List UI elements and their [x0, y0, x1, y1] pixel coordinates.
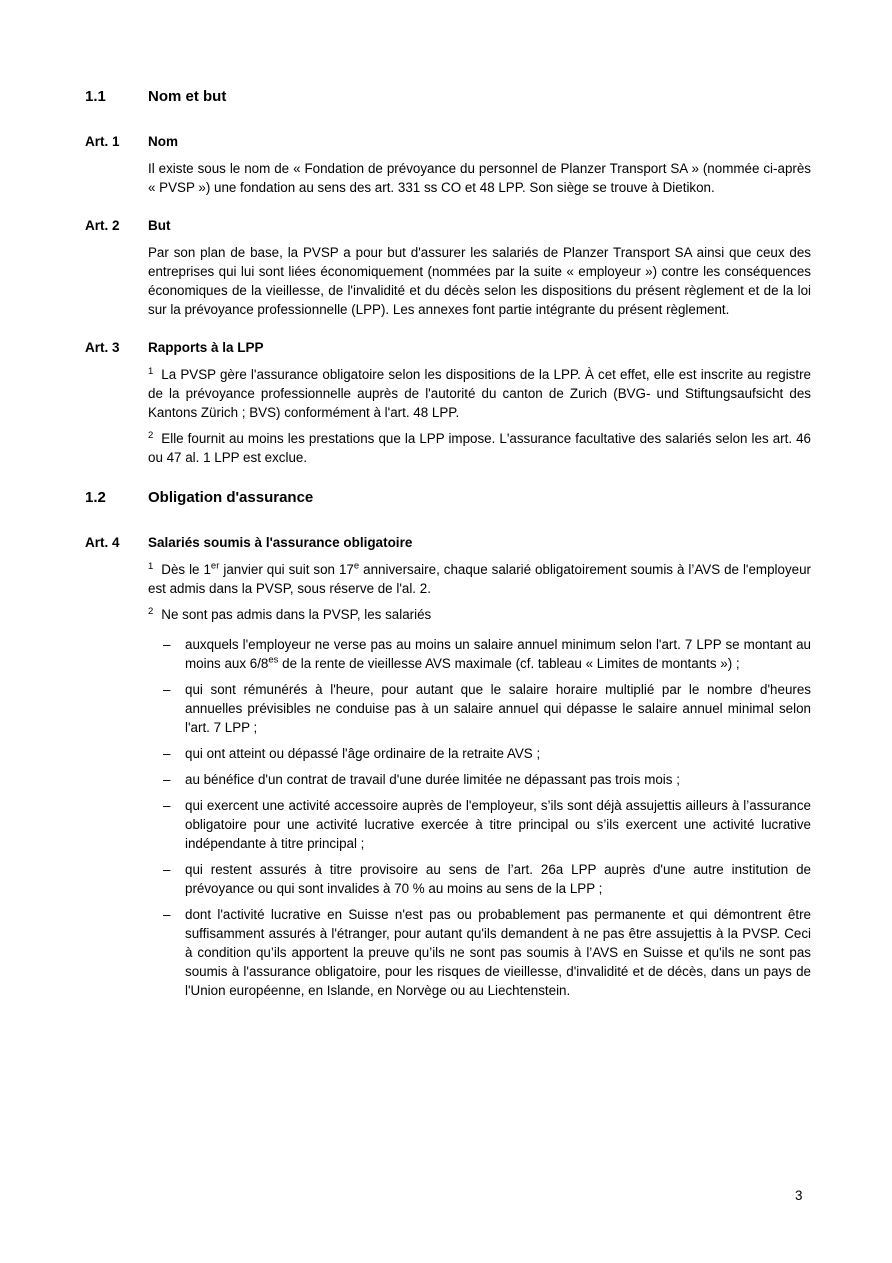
- text-run: Dès le 1: [161, 562, 211, 577]
- text-run: de la rente de vieillesse AVS maximale (cf. tableau « Limites de montants ») ;: [278, 656, 740, 671]
- article-title: Rapports à la LPP: [148, 340, 264, 355]
- bullet-text: [185, 682, 811, 735]
- list-item: [148, 905, 811, 1000]
- bullet-text: [185, 862, 811, 896]
- article-label: Art. 3: [85, 340, 120, 355]
- article-label: Art. 4: [85, 535, 120, 550]
- list-item: [148, 770, 811, 789]
- article-heading: [85, 326, 811, 355]
- bullet-text: [185, 798, 811, 851]
- bullet-text: [185, 637, 811, 671]
- page-number: 3: [795, 1188, 803, 1203]
- section-heading: [85, 88, 811, 106]
- text-run: qui exercent une activité accessoire auprès de l'employeur, s’ils sont déjà assujettis ailleurs à l’assurance obligatoire pour une activité lucrative exercée à titre principal ou s’ils exercent une activité lucrative indépendante à titre principal ;: [185, 798, 811, 851]
- document-body: [85, 88, 811, 1007]
- superscript-text: er: [210, 560, 220, 572]
- bullet-list: [85, 631, 811, 1000]
- dash-bullet-marker: –: [163, 772, 171, 787]
- text-run: Elle fournit au moins les prestations que la LPP impose. L'assurance facultative des salariés selon les art. 46 ou 47 al. 1 LPP est exclue.: [148, 431, 811, 465]
- text-run: qui sont rémunérés à l'heure, pour autant que le salaire horaire multiplié par le nombre d'heures annuelles prévisibles ne conduise pas à un salaire annuel qui dépasse le salaire annuel minimal selon l'art. 7 LPP ;: [185, 682, 811, 735]
- paragraph: [148, 159, 811, 197]
- article-title: But: [148, 218, 171, 233]
- article-heading: [85, 134, 811, 149]
- section-number: 1.2: [85, 489, 106, 506]
- list-item: [148, 680, 811, 737]
- dash-bullet-marker: –: [163, 907, 171, 922]
- text-run: anniversaire, chaque salarié obligatoirement soumis à l’AVS de l'employeur est admis dans la PVSP, sous réserve de l'al. 2.: [148, 562, 812, 596]
- section-title: Nom et but: [148, 88, 227, 105]
- article-heading: [85, 535, 811, 550]
- dash-bullet-marker: –: [163, 637, 171, 652]
- article-label: Art. 2: [85, 218, 120, 233]
- text-run: qui restent assurés à titre provisoire au sens de l’art. 26a LPP auprès d'une autre institution de prévoyance ou qui sont invalides à 70 % au moins au sens de la LPP ;: [185, 862, 811, 896]
- dash-bullet-marker: –: [163, 798, 171, 813]
- paragraph: [148, 365, 811, 422]
- paragraph-number: 1: [148, 560, 154, 572]
- article-title: Salariés soumis à l'assurance obligatoire: [148, 535, 413, 550]
- text-run: Par son plan de base, la PVSP a pour but d'assurer les salariés de Planzer Transport SA ainsi que ceux des entreprises qui lui sont liées économiquement (nommées par la suite « employeur ») contre les conséquences économiques de la vieillesse, de l'invalidité et du décès selon les dispositions du présent règlement et de la loi sur la prévoyance professionnelle (LPP). Les annexes font partie intégrante du présent règlement.: [148, 245, 811, 317]
- article-label: Art. 1: [85, 134, 120, 149]
- dash-bullet-marker: –: [163, 682, 171, 697]
- superscript-text: es: [268, 654, 279, 666]
- section-heading: [85, 474, 811, 507]
- text-run: La PVSP gère l'assurance obligatoire selon les dispositions de la LPP. À cet effet, elle est inscrite au registre de la prévoyance professionnelle auprès de l'autorité du canton de Zurich (BVG- und Stiftungsaufsicht des Kantons Zürich ; BVS) conformément à l'art. 48 LPP.: [148, 367, 811, 420]
- bullet-text: [185, 772, 680, 787]
- text-run: au bénéfice d'un contrat de travail d'une durée limitée ne dépassant pas trois mois ;: [185, 772, 680, 787]
- paragraph-number: 1: [148, 365, 154, 377]
- text-run: Ne sont pas admis dans la PVSP, les salariés: [161, 607, 432, 622]
- list-item: [148, 744, 811, 763]
- bullet-text: [185, 746, 540, 761]
- section-number: 1.1: [85, 88, 106, 105]
- paragraph-number: 2: [148, 605, 154, 617]
- text-run: auxquels l'employeur ne verse pas au moins un salaire annuel minimum selon l'art. 7 LPP se montant au moins aux 6/8: [185, 637, 811, 671]
- text-run: janvier qui suit son 17: [219, 562, 354, 577]
- paragraph-number: 2: [148, 429, 154, 441]
- article-heading: [85, 204, 811, 233]
- text-run: Il existe sous le nom de « Fondation de prévoyance du personnel de Planzer Transport SA » (nommée ci-après « PVSP ») une fondation au sens des art. 331 ss CO et 48 LPP. Son siège se trouve à Dietikon.: [148, 161, 811, 195]
- list-item: [148, 860, 811, 898]
- dash-bullet-marker: –: [163, 746, 171, 761]
- paragraph: [148, 429, 811, 467]
- paragraph: [148, 605, 811, 624]
- paragraph: [148, 243, 811, 319]
- superscript-text: e: [353, 560, 360, 572]
- section-title: Obligation d'assurance: [148, 489, 314, 506]
- bullet-text: [185, 907, 811, 998]
- text-run: qui ont atteint ou dépassé l'âge ordinaire de la retraite AVS ;: [185, 746, 541, 761]
- dash-bullet-marker: –: [163, 862, 171, 877]
- article-title: Nom: [148, 134, 178, 149]
- text-run: dont l'activité lucrative en Suisse n'est pas ou probablement pas permanente et qui démontrent être suffisamment assurés à l'étranger, pour autant qu'ils demandent à ne pas être assujettis à la PVSP. Ceci à condition qu’ils apportent la preuve qu’ils ne sont pas soumis à l’AVS en Suisse et qu'ils ne sont pas soumis à l'assurance obligatoire, pour les risques de vieillesse, d'invalidité et de décès, dans un pays de l'Union européenne, en Islande, en Norvège ou au Liechtenstein.: [185, 907, 811, 998]
- paragraph: [148, 560, 811, 598]
- list-item: [148, 796, 811, 853]
- list-item: [148, 635, 811, 673]
